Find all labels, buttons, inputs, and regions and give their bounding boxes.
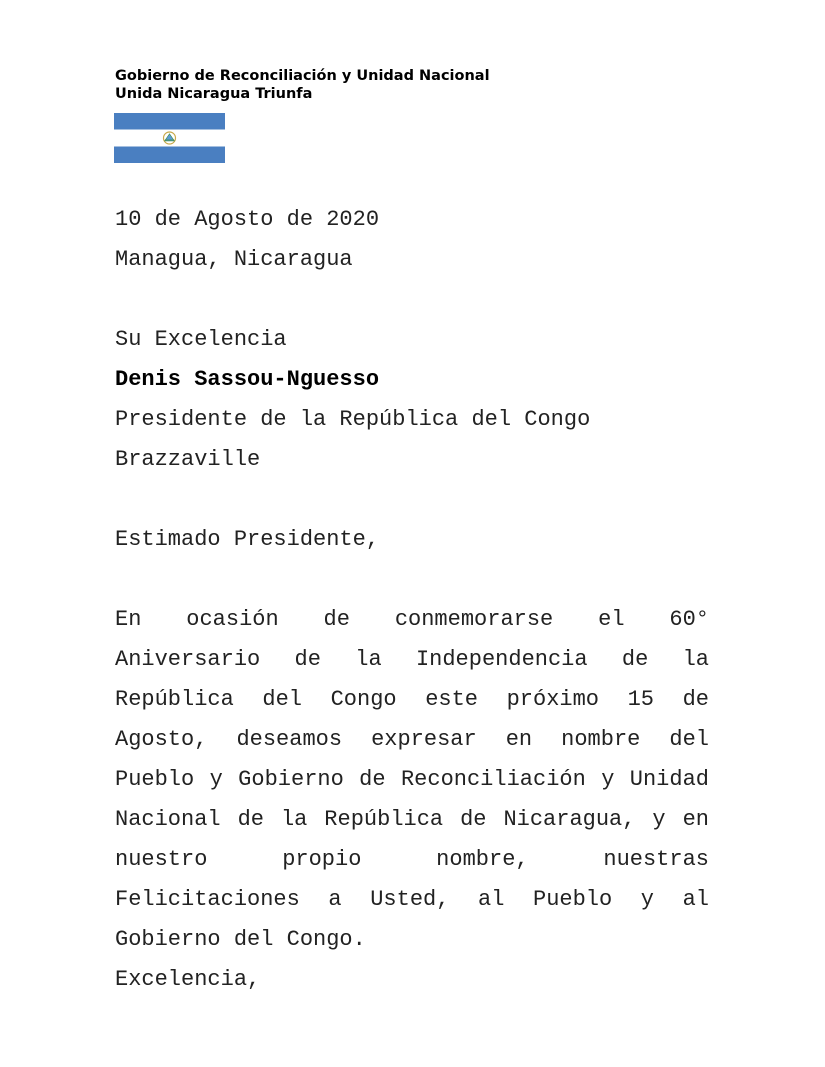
letter-body	[115, 200, 709, 1000]
recipient-name: Denis Sassou-Nguesso	[115, 367, 380, 392]
recipient-role: Presidente de la República del Congo	[115, 407, 591, 432]
recipient-title: Su Excelencia	[115, 327, 287, 352]
letter-date: 10 de Agosto de 2020	[115, 207, 380, 232]
letterhead-government-name: Gobierno de Reconciliación y Unidad Nacional	[115, 68, 490, 84]
spacer	[115, 480, 709, 520]
letterhead	[115, 67, 490, 103]
body-paragraph: En ocasión de conmemorarse el 60° Aniversario de la Independencia de la República del Congo este próximo 15 de Agosto, deseamos expresar en nombre del Pueblo y Gobierno de Reconciliación y Unidad Nacional de la República de Nicaragua, y en nuestro propio nombre, nuestras Felicitaciones a Usted, al Pueblo y al Gobierno del Congo.	[115, 607, 709, 952]
letter-place: Managua, Nicaragua	[115, 247, 353, 272]
closing-start: Excelencia,	[115, 967, 261, 992]
greeting: Estimado Presidente,	[115, 527, 380, 552]
spacer	[115, 280, 709, 320]
nicaragua-flag-icon	[114, 113, 225, 163]
spacer	[115, 560, 709, 600]
letterhead-slogan: Unida Nicaragua Triunfa	[115, 86, 313, 102]
recipient-city: Brazzaville	[115, 447, 261, 472]
